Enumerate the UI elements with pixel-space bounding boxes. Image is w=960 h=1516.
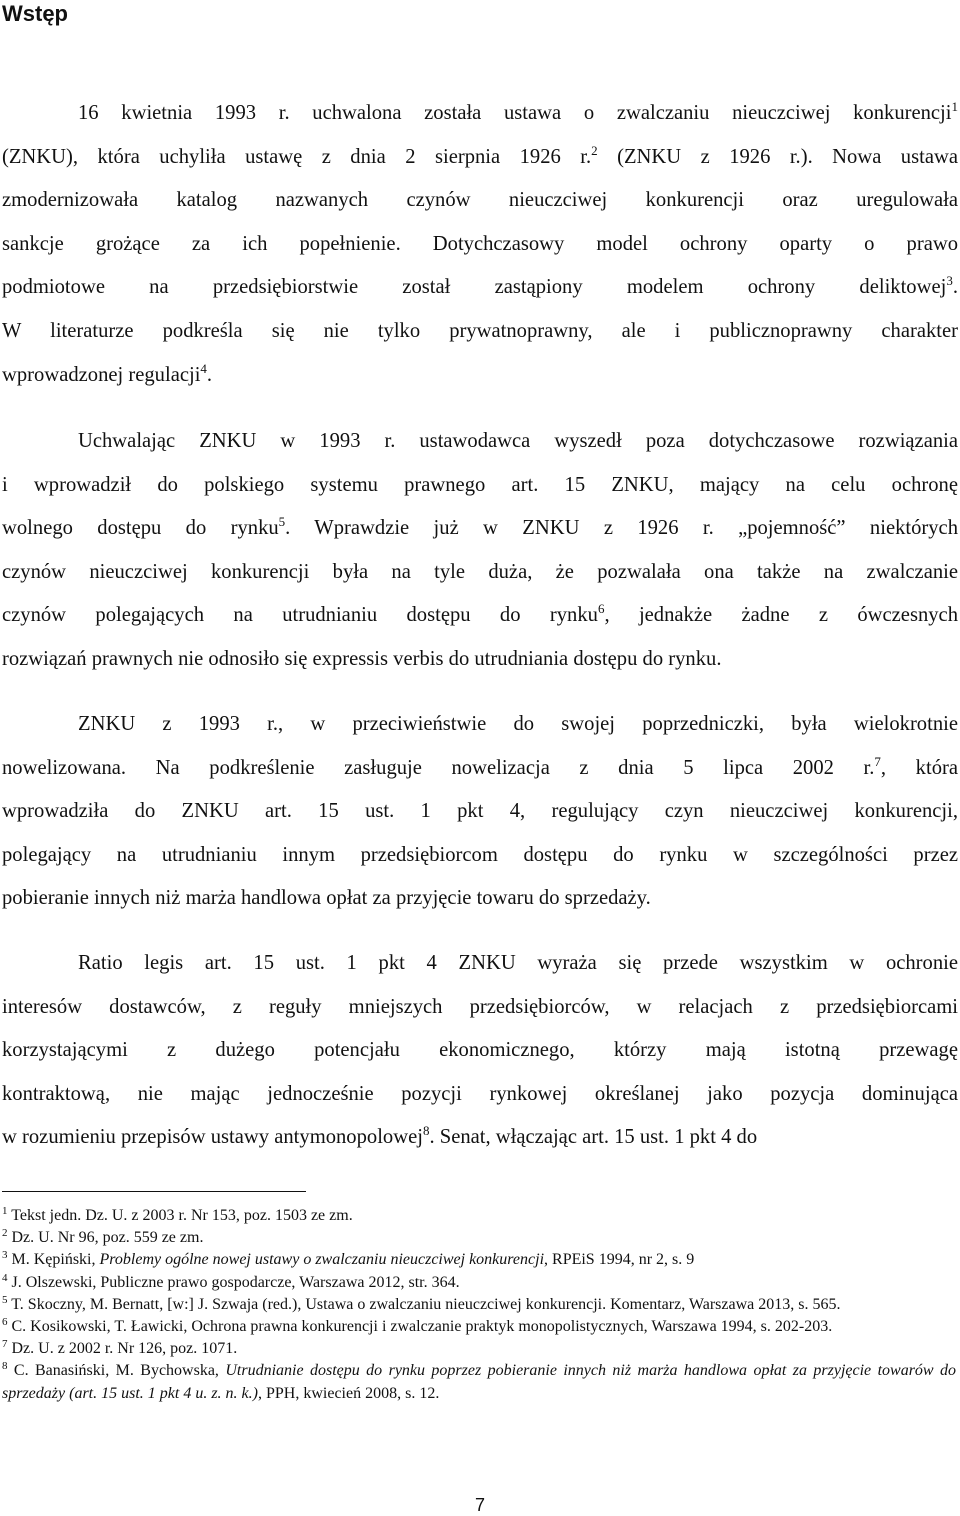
footnote-2 <box>2 1227 956 1249</box>
footnote-7 <box>2 1338 956 1360</box>
footnote-6 <box>2 1316 956 1338</box>
line-text: w rozumieniu przepisów ustawy antymonopolowej <box>2 1126 423 1149</box>
line-text: czynów nieuczciwej konkurencji była na tyle duża, że pozwalała ona także na zwalczanie <box>2 560 958 583</box>
footnote-text: Dz. U. z 2002 r. Nr 126, poz. 1071. <box>11 1340 238 1358</box>
footnote-title: Problemy ogólne nowej ustawy o zwalczaniu nieuczciwej konkurencji <box>99 1251 545 1269</box>
footnote-number: 4 <box>2 1271 8 1284</box>
paragraph-2 <box>2 420 958 682</box>
footnote-number: 7 <box>2 1338 8 1351</box>
line-text: W literaturze podkreśla się nie tylko prywatnoprawny, ale i publicznoprawny charakter <box>2 319 958 342</box>
line-text: wprowadzonej regulacji <box>2 363 201 386</box>
text-line <box>2 594 958 638</box>
footnote-reference[interactable]: 1 <box>951 99 958 114</box>
footnote-number: 1 <box>2 1205 8 1217</box>
footnote-8 <box>2 1360 956 1404</box>
line-text: 16 kwietnia 1993 r. uchwalona została ustawa o zwalczaniu nieuczciwej konkurencji <box>78 102 952 124</box>
line-text: . Senat, włączając art. 15 ust. 1 pkt 4 do <box>429 1126 758 1149</box>
footnote-text: , PPH, kwiecień 2008, s. 12. <box>257 1384 440 1402</box>
footnote-reference[interactable]: 3 <box>946 273 953 289</box>
footnote-reference[interactable]: 8 <box>422 1123 430 1139</box>
text-line <box>2 179 958 223</box>
line-text: wprowadziła do ZNKU art. 15 ust. 1 pkt 4, regulujący czyn nieuczciwej konkurencji, <box>2 800 958 823</box>
text-line <box>2 834 958 878</box>
footnote-number: 6 <box>2 1316 8 1329</box>
text-line <box>2 703 958 747</box>
footnote-text: Dz. U. Nr 96, poz. 559 ze zm. <box>11 1229 204 1247</box>
footnote-text: T. Skoczny, M. Bernatt, [w:] J. Szwaja (red.), Ustawa o zwalczaniu nieuczciwej konkurencji. Komentarz, Warszawa 2013, s. 565. <box>11 1295 841 1313</box>
footnote-reference[interactable]: 5 <box>278 514 286 530</box>
text-line <box>2 354 958 398</box>
text-line <box>2 1029 958 1073</box>
section-heading: Wstęp <box>2 1 68 26</box>
footnote-reference[interactable]: 2 <box>591 142 598 158</box>
line-text: , jednakże żadne z ówczesnych <box>604 604 958 627</box>
line-text: i wprowadził do polskiego systemu prawnego art. 15 ZNKU, mający na celu ochronę <box>2 473 958 496</box>
text-line <box>2 942 958 986</box>
footnote-5 <box>2 1294 956 1316</box>
text-line <box>2 877 958 921</box>
footnote-text: C. Kosikowski, T. Ławicki, Ochrona prawna konkurencji i zwalczanie praktyk monopolistycznych, Warszawa 1994, s. 202-203. <box>11 1318 833 1336</box>
line-text: . <box>206 363 213 386</box>
text-line <box>2 986 958 1030</box>
footnote-reference[interactable]: 4 <box>200 360 207 376</box>
line-text: . <box>952 276 958 299</box>
text-line <box>2 790 958 834</box>
line-text: , która <box>880 756 958 779</box>
line-text: sankcje grożące za ich popełnienie. Dotychczasowy model ochrony oparty o prawo <box>2 232 958 255</box>
footnote-reference[interactable]: 6 <box>597 601 605 617</box>
text-line <box>2 1116 958 1160</box>
line-text: korzystającymi z dużego potencjału ekonomicznego, którzy mają istotną przewagę <box>2 1039 958 1062</box>
text-line <box>2 464 958 508</box>
footnote-separator <box>2 1191 306 1192</box>
text-line <box>2 266 958 310</box>
footnote-title: Utrudnianie dostępu do rynku poprzez pobieranie innych niż marża handlowa opłat za przyjęcie towarów do sprzedaży (art. 15 ust. 1 pkt 4 u. z. n. k.) <box>2 1362 957 1402</box>
paragraph-3 <box>2 703 958 921</box>
line-text: pobieranie innych niż marża handlowa opłat za przyjęcie towaru do sprzedaży. <box>2 887 651 910</box>
line-text: zmodernizowała katalog nazwanych czynów nieuczciwej konkurencji oraz uregulowała <box>2 189 958 212</box>
line-text: (ZNKU), która uchyliła ustawę z dnia 2 sierpnia 1926 r. <box>2 145 592 168</box>
text-line <box>2 638 958 682</box>
text-line <box>2 136 958 180</box>
text-line <box>2 507 958 551</box>
line-text: wolnego dostępu do rynku <box>2 517 279 540</box>
line-text: (ZNKU z 1926 r.). Nowa ustawa <box>597 145 958 168</box>
line-text: interesów dostawców, z reguły mniejszych przedsiębiorców, w relacjach z przedsiębiorcami <box>2 995 958 1018</box>
line-text: podmiotowe na przedsiębiorstwie został zastąpiony modelem ochrony deliktowej <box>2 276 947 299</box>
footnote-number: 3 <box>2 1249 8 1262</box>
text-line <box>2 92 958 136</box>
footnote-text: M. Kępiński, <box>11 1251 100 1269</box>
text-line <box>2 420 958 464</box>
footnote-number: 5 <box>2 1293 8 1306</box>
footnote-text: J. Olszewski, Publiczne prawo gospodarcze, Warszawa 2012, str. 364. <box>11 1273 460 1291</box>
paragraph-4 <box>2 942 958 1160</box>
text-line <box>2 1073 958 1117</box>
page-number: 7 <box>474 1495 485 1515</box>
line-text: ZNKU z 1993 r., w przeciwieństwie do swojej poprzedniczki, była wielokrotnie <box>78 713 958 735</box>
text-line <box>2 310 958 354</box>
footnote-text: , RPEiS 1994, nr 2, s. 9 <box>544 1251 695 1269</box>
line-text: Uchwalając ZNKU w 1993 r. ustawodawca wyszedł poza dotychczasowe rozwiązania <box>78 430 958 452</box>
line-text: . Wprawdzie już w ZNKU z 1926 r. „pojemność” niektórych <box>285 517 958 540</box>
footnote-3 <box>2 1249 956 1271</box>
footnote-4 <box>2 1272 956 1294</box>
footnote-text: Tekst jedn. Dz. U. z 2003 r. Nr 153, poz. 1503 ze zm. <box>11 1207 353 1224</box>
text-line <box>2 747 958 791</box>
footnote-1 <box>2 1205 956 1227</box>
footnotes <box>2 1205 956 1405</box>
text-line <box>2 551 958 595</box>
line-text: nowelizowana. Na podkreślenie zasługuje nowelizacja z dnia 5 lipca 2002 r. <box>2 756 875 779</box>
line-text: Ratio legis art. 15 ust. 1 pkt 4 ZNKU wyraża się przede wszystkim w ochronie <box>78 952 958 974</box>
footnote-number: 8 <box>2 1360 8 1373</box>
footnote-number: 2 <box>2 1227 8 1240</box>
paragraph-1 <box>2 92 958 397</box>
line-text: rozwiązań prawnych nie odnosiło się expressis verbis do utrudniania dostępu do rynku. <box>2 647 722 670</box>
line-text: polegający na utrudnianiu innym przedsiębiorcom dostępu do rynku w szczególności przez <box>2 843 958 866</box>
line-text: czynów polegających na utrudnianiu dostępu do rynku <box>2 604 598 627</box>
line-text: kontraktową, nie mając jednocześnie pozycji rynkowej określanej jako pozycja dominująca <box>2 1082 958 1105</box>
footnote-text: C. Banasiński, M. Bychowska, <box>13 1362 226 1380</box>
footnote-reference[interactable]: 7 <box>874 753 881 769</box>
text-line <box>2 223 958 267</box>
